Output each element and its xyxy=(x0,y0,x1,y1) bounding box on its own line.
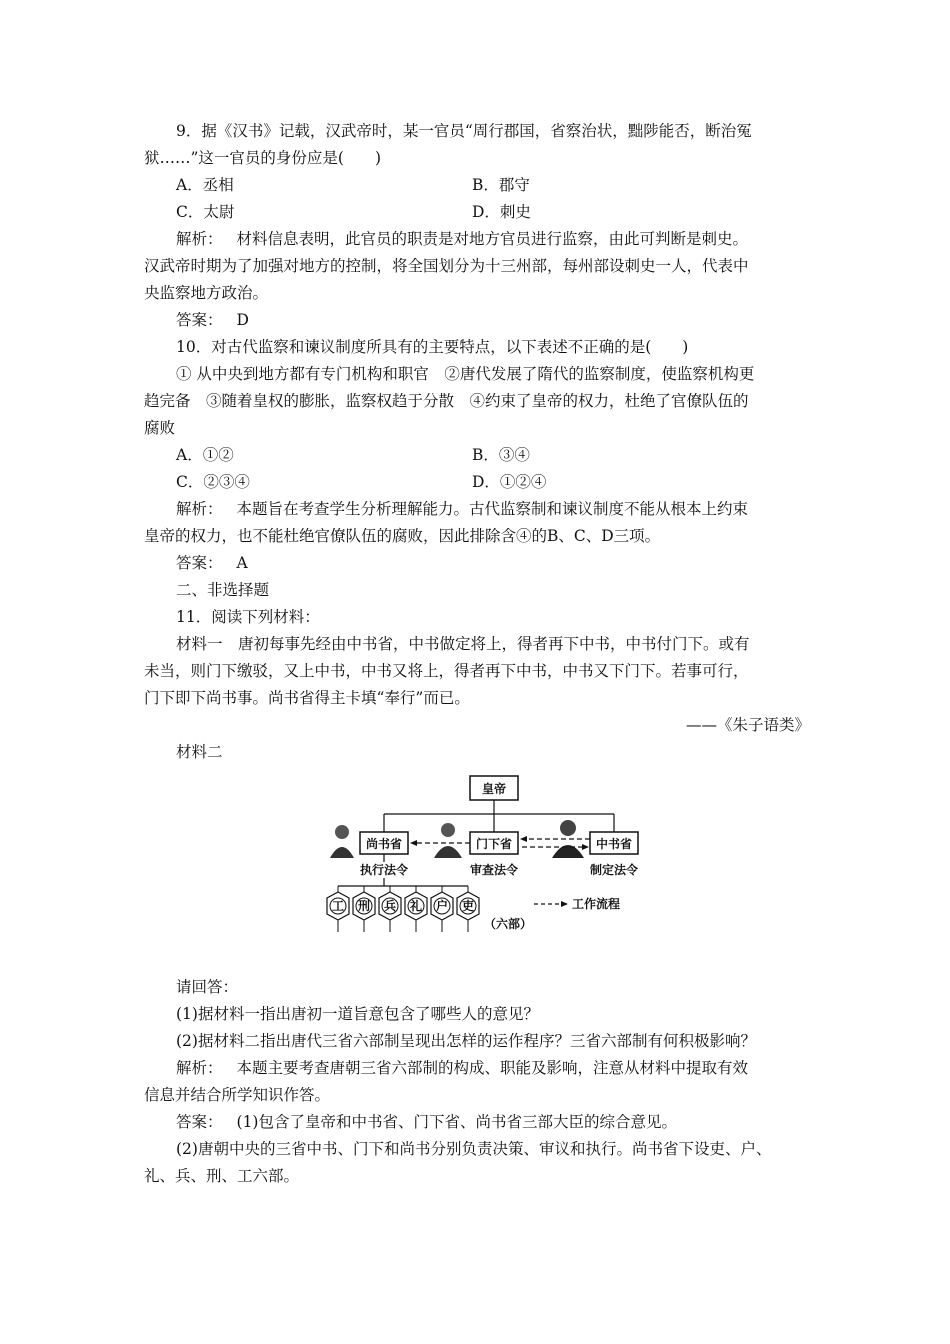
draft-label: 制定法令 xyxy=(589,863,639,877)
q11-intro: 11．阅读下列材料： xyxy=(176,608,320,626)
q10-stem-line-1: 10．对古代监察和谏议制度所具有的主要特点，以下表述不正确的是( ) xyxy=(176,338,689,356)
ministry-bing-label: 兵 xyxy=(383,899,397,913)
q10-stem-line-2: ① 从中央到地方都有专门机构和职官 ②唐代发展了隋代的监察制度，使监察机构更 xyxy=(176,365,755,383)
q9-option-b: B．郡守 xyxy=(472,176,530,194)
ministry-li-personnel xyxy=(457,886,479,932)
q9-options-row-2 xyxy=(144,199,810,226)
q9-analysis-line-1 xyxy=(144,226,810,253)
q9-analysis-line-2: 汉武帝时期为了加强对地方的控制，将全国划分为十三州部，每州部设刺史一人，代表中 xyxy=(144,257,749,275)
shangshu-label: 尚书省 xyxy=(365,837,403,851)
analysis-label: 解析： xyxy=(176,500,223,518)
q9-option-d: D．刺史 xyxy=(472,203,531,221)
q9-answer-value: D xyxy=(236,311,249,329)
q9-stem-line-1: 9．据《汉书》记载，汉武帝时，某一官员“周行郡国，省察治状，黜陟能否，断治冤 xyxy=(176,122,752,140)
q10-options-row-1 xyxy=(144,442,810,469)
q10-options-row-2 xyxy=(144,469,810,496)
analysis-label: 解析： xyxy=(176,1059,223,1077)
q11-answer-2-line-2: 礼、兵、刑、工六部。 xyxy=(144,1167,300,1185)
q10-option-c: C．②③④ xyxy=(176,473,250,491)
answer-label: 答案： xyxy=(176,1113,223,1131)
answer-label: 答案： xyxy=(176,311,223,329)
ministry-li-rites xyxy=(405,886,427,932)
q11-analysis-line-1 xyxy=(144,1055,810,1082)
three-departments-diagram xyxy=(144,766,810,974)
ministry-hu-label: 户 xyxy=(435,899,449,913)
section-heading: 二、非选择题 xyxy=(176,581,270,599)
q11-analysis-line-2: 信息并结合所学知识作答。 xyxy=(144,1086,331,1104)
exec-label: 执行法令 xyxy=(359,863,409,877)
ministry-li-personnel-label: 吏 xyxy=(461,899,475,913)
q11-answer-1-text: (1)包含了皇帝和中书省、门下省、尚书省三部大臣的综合意见。 xyxy=(236,1113,677,1131)
official-figure-left xyxy=(330,825,354,858)
ministry-xing-label: 刑 xyxy=(357,899,371,913)
q11-answer-1 xyxy=(144,1109,810,1136)
zhongshu-label: 中书省 xyxy=(595,837,633,851)
official-figure-middle xyxy=(434,823,462,858)
material1-line-2: 未当，则门下缴驳，又上中书，中书又将上，得者再下中书，中书又下门下。若事可行， xyxy=(144,662,749,680)
analysis-label: 解析： xyxy=(176,230,223,248)
q11-analysis-text: 本题主要考查唐朝三省六部制的构成、职能及影响，注意从材料中提取有效 xyxy=(236,1059,749,1077)
answer-prompt: 请回答： xyxy=(176,978,239,996)
six-ministries-label: （六部） xyxy=(484,917,533,931)
ministry-gong-label: 工 xyxy=(331,899,345,913)
question-1: (1)据材料一指出唐初一道旨意包含了哪些人的意见？ xyxy=(176,1005,539,1023)
material1-source: ——《朱子语类》 xyxy=(685,716,810,734)
material1-line-3: 门下即下尚书事。尚书省得主卡填“奉行”而已。 xyxy=(144,689,470,707)
q9-options-row-1 xyxy=(144,172,810,199)
q10-option-a: A．①② xyxy=(176,446,234,464)
ministry-hu xyxy=(431,886,453,932)
legend-label: 工作流程 xyxy=(572,897,621,911)
material1-line-1: 材料一 唐初每事先经由中书省，中书做定将上，得者再下中书，中书付门下。或有 xyxy=(176,635,750,653)
q10-stem-line-4: 腐败 xyxy=(144,419,176,437)
q10-option-d: D．①②④ xyxy=(472,473,547,491)
q10-analysis-line-2: 皇帝的权力，也不能杜绝官僚队伍的腐败，因此排除含④的B、C、D三项。 xyxy=(144,527,661,545)
answer-label: 答案： xyxy=(176,554,223,572)
ministry-gong xyxy=(327,886,349,932)
q11-answer-2-line-1: (2)唐朝中央的三省中书、门下和尚书分别负责决策、审议和执行。尚书省下设吏、户、 xyxy=(176,1140,772,1158)
menxia-label: 门下省 xyxy=(475,837,513,851)
diagram-svg xyxy=(324,772,664,972)
question-2: (2)据材料二指出唐代三省六部制呈现出怎样的运作程序？三省六部制有何积极影响？ xyxy=(176,1032,756,1050)
q9-answer xyxy=(144,307,810,334)
emperor-label: 皇帝 xyxy=(481,782,507,796)
q9-stem-line-2: 狱……”这一官员的身份应是( ) xyxy=(144,149,382,167)
q9-option-c: C．太尉 xyxy=(176,203,235,221)
q9-analysis-text: 材料信息表明，此官员的职责是对地方官员进行监察，由此可判断是刺史。 xyxy=(236,230,749,248)
ministry-li-rites-label: 礼 xyxy=(409,899,423,913)
review-label: 审查法令 xyxy=(469,863,519,877)
q10-analysis-line-1 xyxy=(144,496,810,523)
q10-answer xyxy=(144,550,810,577)
document-page xyxy=(144,118,810,1190)
q10-analysis-text: 本题旨在考查学生分析理解能力。古代监察制和谏议制度不能从根本上约束 xyxy=(236,500,749,518)
q9-option-a: A．丞相 xyxy=(176,176,234,194)
q10-answer-value: A xyxy=(236,554,248,572)
material2-label: 材料二 xyxy=(176,743,223,761)
q10-option-b: B．③④ xyxy=(472,446,530,464)
q9-analysis-line-3: 央监察地方政治。 xyxy=(144,284,269,302)
ministry-xing xyxy=(353,886,375,932)
ministry-bing xyxy=(379,886,401,932)
q10-stem-line-3: 趋完备 ③随着皇权的膨胀，监察权趋于分散 ④约束了皇帝的权力，杜绝了官僚队伍的 xyxy=(144,392,749,410)
